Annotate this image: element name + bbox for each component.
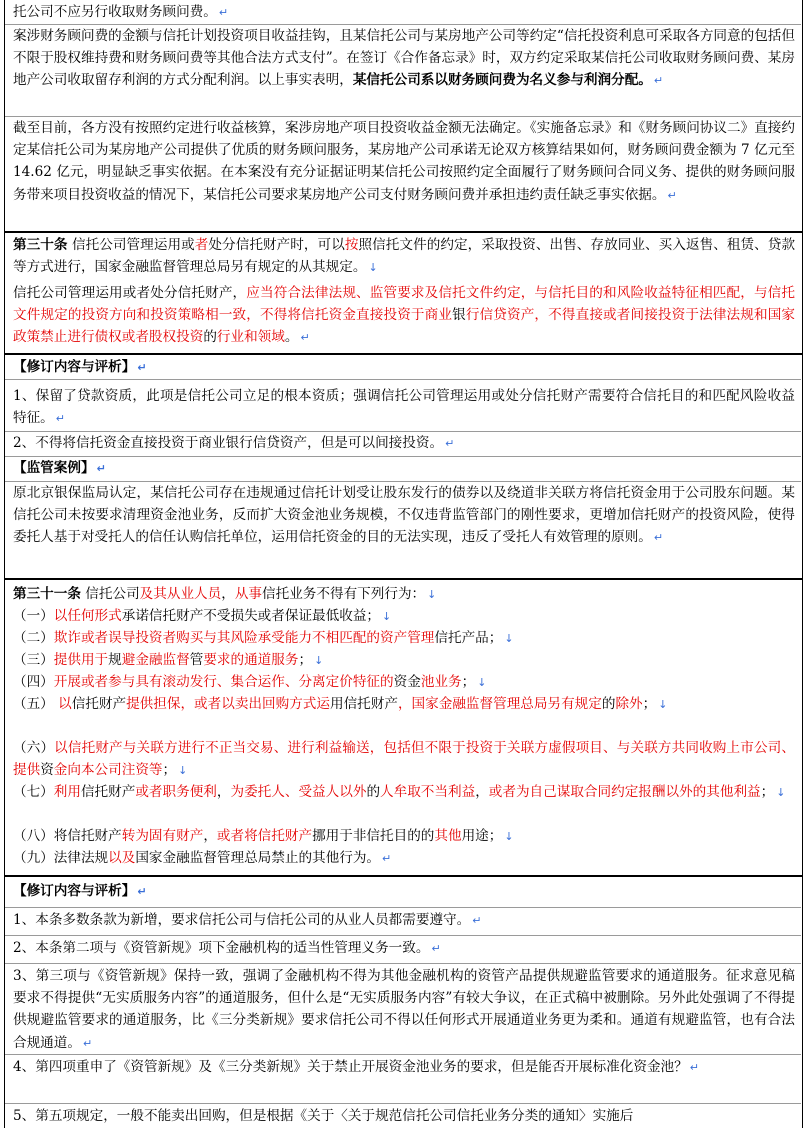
document-page — [4, 0, 803, 1128]
article-31-commentary-box — [4, 876, 803, 1128]
list-item: 3、第三项与《资管新规》保持一致，强调了金融机构不得为其他金融机构的资管产品提供规避监管要求的通道服务。征求意见稿要求不得提供“无实质服务内容”的通道服务，但什么是“无实质服务内容”有较大争议，在正式稿中被删除。另外此处强调了不得提供规避监管要求的通道服务，比《三分类新规》要求信托公司不得以任何形式开展通道业务更为柔和。通道有规避监管，也有合法合规通道。 ↵ — [13, 968, 795, 1051]
paragraph: 截至目前，各方没有按照约定进行收益核算，案涉房地产项目投资收益金额无法确定。《实施备忘录》和《财务顾问协议二》直接约定某信托公司为某房地产公司提供了优质的财务顾问服务，某房地产公司承诺无论双方核算结果如何，财务顾问费金额为 7 亿元至 14.62 亿元，明显缺乏事实依据。在本案没有充分证据证明某信托公司按照约定全面履行了财务顾问合同义务、提供的财务顾问服务带来项目投资收益的情况下，某信托公司要求某房地产公司支付财务顾问费并承担违约责任缺乏事实依据。 ↵ — [13, 120, 795, 203]
article-30-box — [4, 232, 803, 354]
divider — [5, 963, 801, 964]
section-heading: 【监管案例】 ↵ — [13, 460, 106, 476]
list-item: （六）以信托财产与关联方进行不正当交易、进行利益输送，包括但不限于投资于关联方虚假项目、与关联方共同收购上市公司、提供资金向本公司注资等； ↓ — [13, 740, 796, 779]
article-31-box — [4, 579, 803, 876]
divider — [5, 379, 801, 380]
divider — [5, 1054, 801, 1055]
section-heading: 【修订内容与评析】 ↵ — [13, 883, 147, 899]
list-item: （一）以任何形式承诺信托财产不受损失或者保证最低收益； ↓ — [13, 608, 392, 624]
list-item: 2、不得将信托资金直接投资于商业银行信贷资产，但是可以间接投资。 ↵ — [13, 435, 455, 451]
list-item: （三）提供用于规避金融监督管要求的通道服务； ↓ — [13, 652, 324, 668]
list-item: （九）法律法规以及国家金融监督管理总局禁止的其他行为。 ↵ — [13, 850, 392, 866]
list-item: 1、本条多数条款为新增，要求信托公司与信托公司的从业人员都需要遵守。 ↵ — [13, 912, 482, 928]
list-item: （五） 以信托财产提供担保，或者以卖出回购方式运用信托财产，国家金融监督管理总局另有规定的除外； ↓ — [13, 696, 668, 712]
paragraph: 案涉财务顾问费的金额与信托计划投资项目收益挂钩，且某信托公司与某房地产公司等约定“信托投资利息可采取各方同意的包括但不限于股权维持费和财务顾问费等其他合法方式支付”。在签订《合作备忘录》时，双方约定采取某信托公司收取财务顾问费、某房地产公司收取留存利润的方式分配利润。以上事实表明，某信托公司系以财务顾问费为名义参与利润分配。 ↵ — [13, 28, 795, 89]
list-item: （二）欺诈或者误导投资者购买与其风险承受能力不相匹配的资产管理信托产品； ↓ — [13, 630, 514, 646]
case-narrative-box — [4, 0, 803, 232]
article-30-commentary-box — [4, 354, 803, 579]
list-item: 2、本条第二项与《资管新规》项下金融机构的适当性管理义务一致。 ↵ — [13, 940, 441, 956]
article-30-para-2: 信托公司管理运用或者处分信托财产，应当符合法律法规、监管要求及信托文件约定，与信托目的和风险收益特征相匹配，与信托文件规定的投资方向和投资策略相一致，不得将信托资金直接投资于商业银行信贷资产，不得直接或者间接投资于法律法规和国家政策禁止进行债权或者股权投资的行业和领域。 ↵ — [13, 285, 796, 346]
list-item: （七）利用信托财产或者职务便利，为委托人、受益人以外的人牟取不当利益，或者为自己谋取合同约定报酬以外的其他利益； ↓ — [13, 784, 786, 800]
paragraph: 托公司不应另行收取财务顾问费。 ↵ — [13, 4, 229, 20]
divider — [5, 935, 801, 936]
article-number: 第三十一条 — [13, 586, 81, 602]
list-item: （八）将信托财产转为固有财产，或者将信托财产挪用于非信托目的的其他用途； ↓ — [13, 828, 514, 844]
divider — [5, 907, 801, 908]
section-heading: 【修订内容与评析】 ↵ — [13, 359, 147, 375]
article-31-intro: 第三十一条 信托公司及其从业人员，从事信托业务不得有下列行为： ↓ — [13, 586, 437, 602]
list-item: 5、第五项规定，一般不能卖出回购，但是根据《关于〈关于规范信托公司信托业务分类的通知〉实施后 — [13, 1108, 634, 1124]
article-30-para-1: 第三十条 信托公司管理运用或者处分信托财产时，可以按照信托文件的约定，采取投资、出售、存放同业、买入返售、租赁、贷款等方式进行，国家金融监督管理总局另有规定的从其规定。 ↓ — [13, 237, 796, 276]
article-number: 第三十条 — [13, 237, 68, 253]
divider — [5, 1103, 801, 1104]
list-item: 4、第四项重申了《资管新规》及《三分类新规》关于禁止开展资金池业务的要求，但是能否开展标准化资金池？ ↵ — [13, 1059, 699, 1075]
list-item: 1、保留了贷款资质，此项是信托公司立足的根本资质；强调信托公司管理运用或处分信托财产需要符合信托目的和匹配风险收益特征。 ↵ — [13, 388, 795, 427]
list-item: （四）开展或者参与具有滚动发行、集合运作、分离定价特征的资金池业务； ↓ — [13, 674, 487, 690]
case-paragraph: 原北京银保监局认定，某信托公司存在违规通过信托计划受让股东发行的债券以及绕道非关联方将信托资金用于公司股东问题。某信托公司未按要求清理资金池业务，反而扩大资金池业务规模，不仅违背监管部门的刚性要求，更增加信托财产的投资风险，使得委托人基于对受托人的信任认购信托单位，运用信托资金的目的无法实现，违反了受托人有效管理的原则。 ↵ — [13, 485, 795, 546]
